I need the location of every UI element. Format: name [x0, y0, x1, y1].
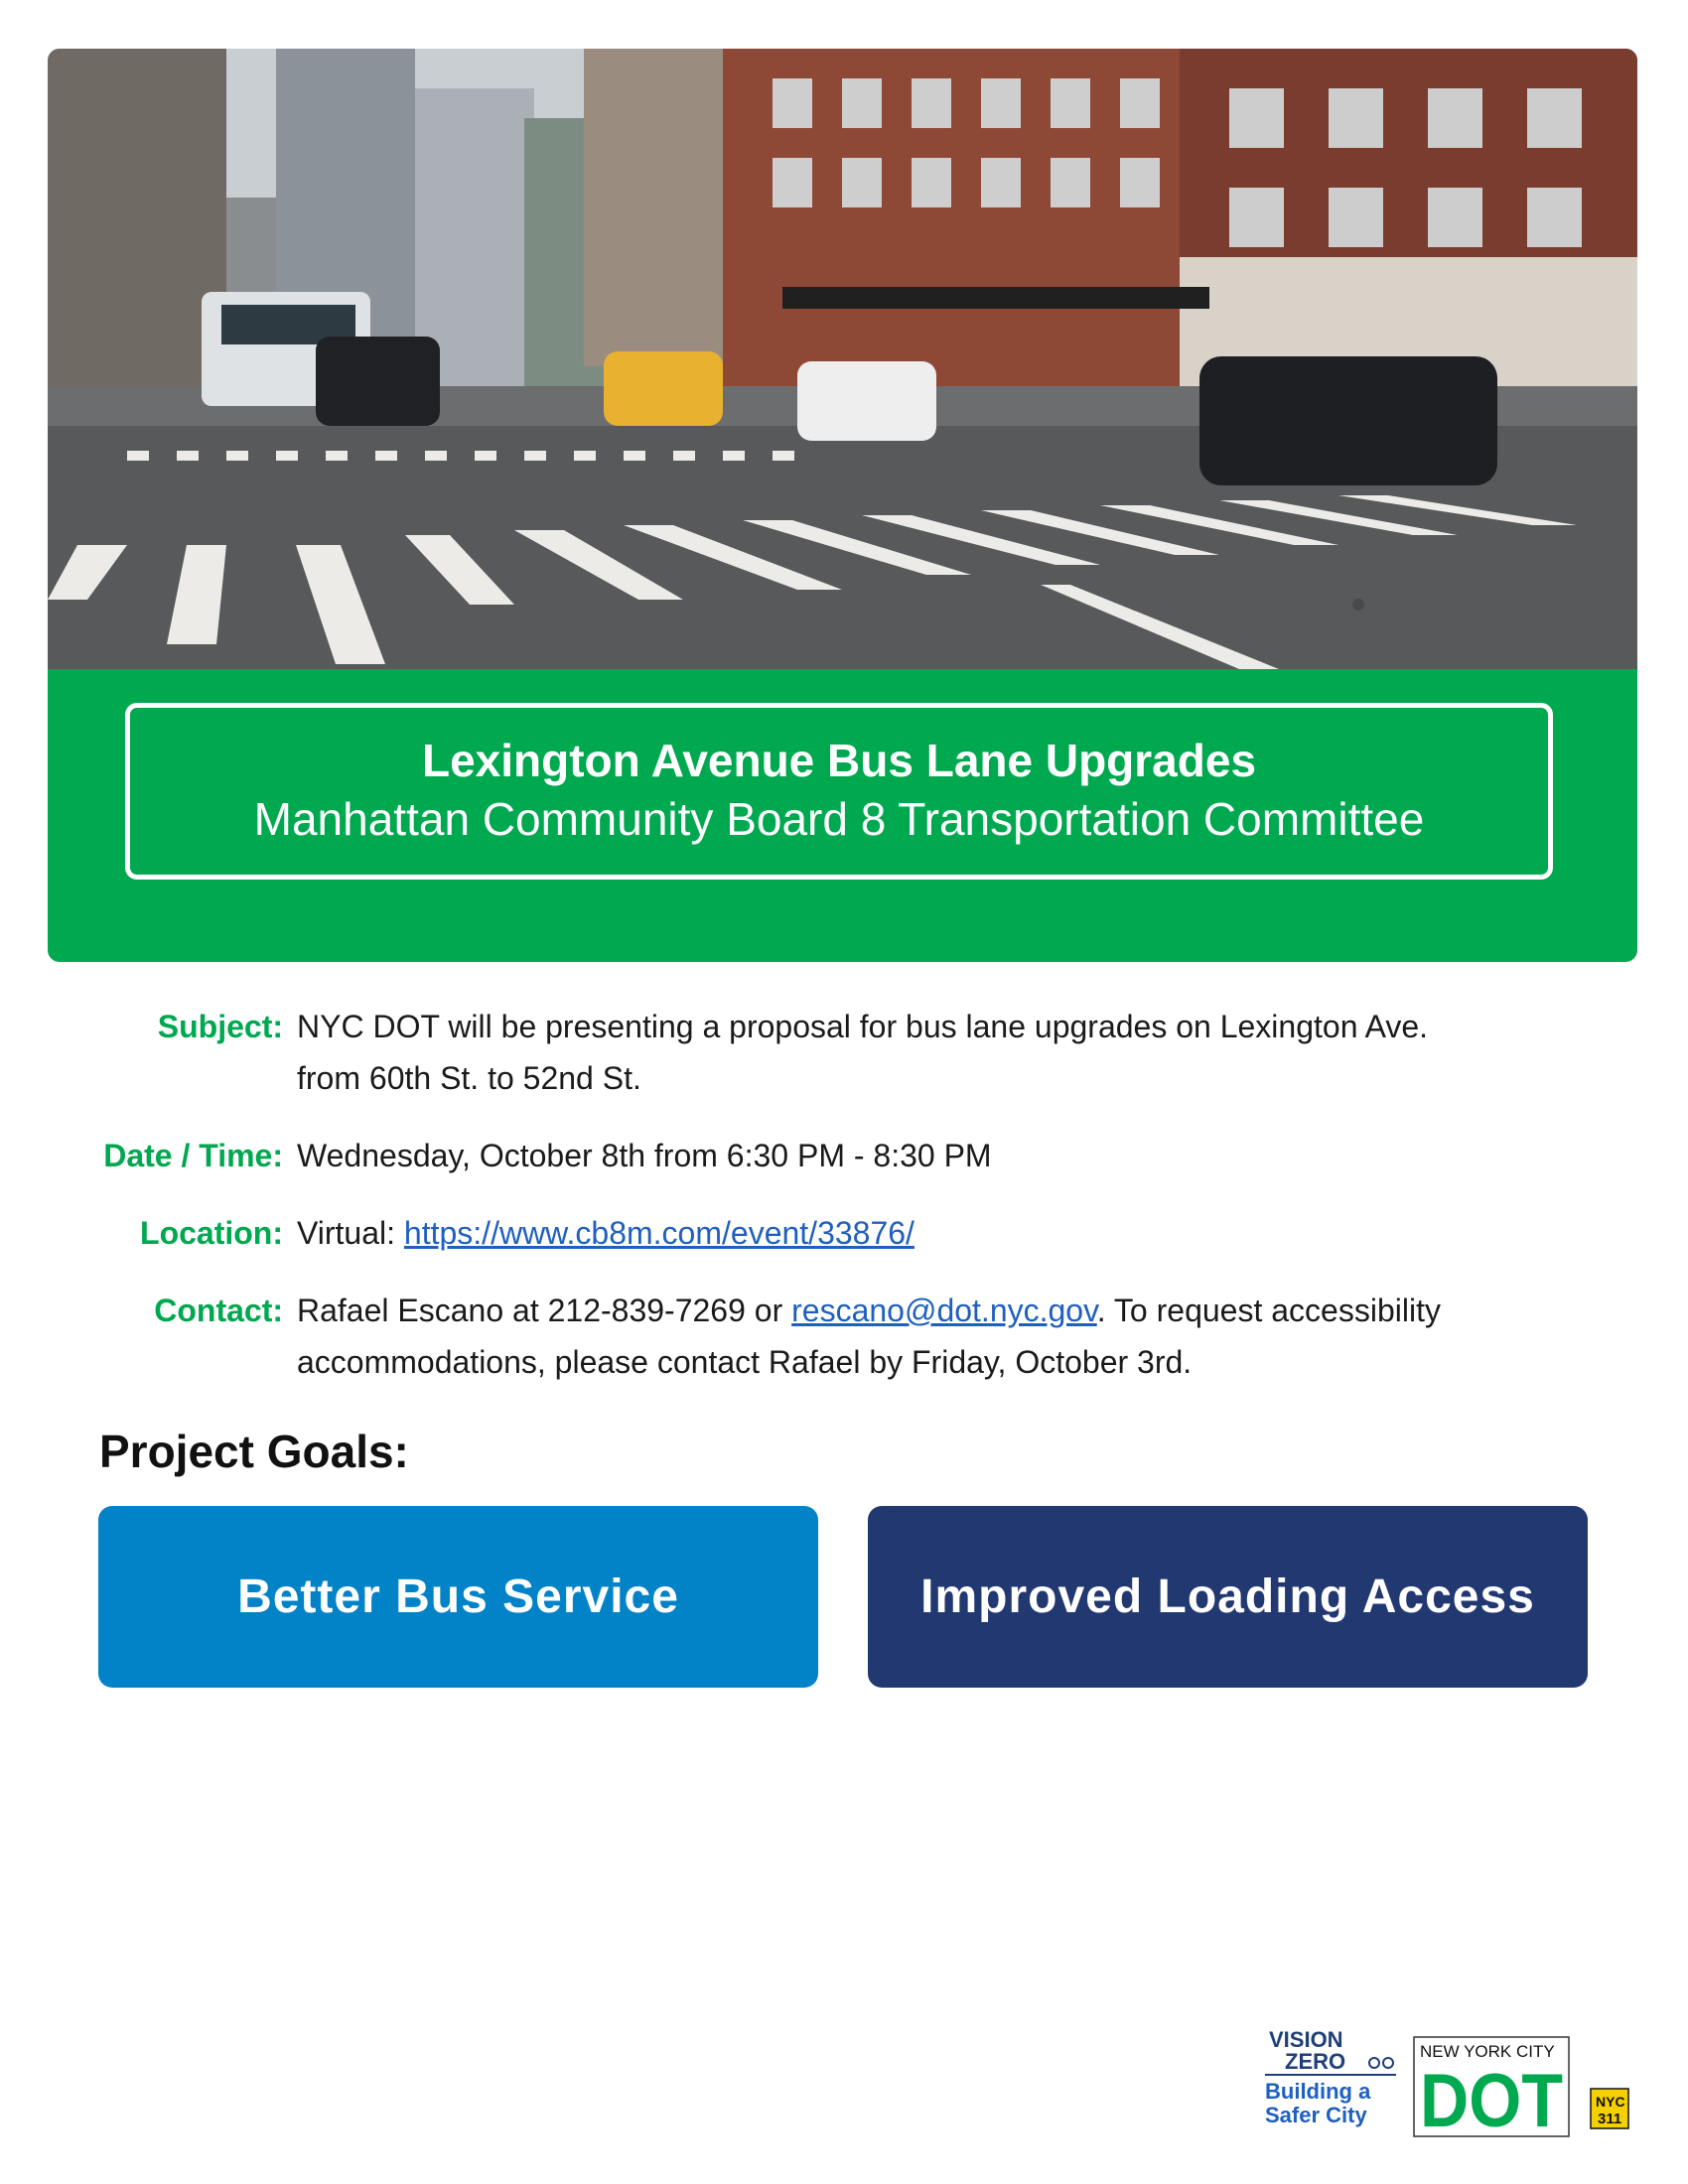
nyc-311-line-2: 311	[1598, 2111, 1622, 2127]
subject-value	[297, 1001, 1558, 1104]
meeting-details	[0, 1001, 1688, 1414]
contact-line-2: accommodations, please contact Rafael by Friday, October 3rd.	[297, 1344, 1193, 1380]
tagline-line-1: Building a	[1265, 2079, 1371, 2104]
nyc-311-line-1: NYC	[1596, 2094, 1625, 2110]
location-row	[0, 1207, 1688, 1259]
location-label: Location:	[140, 1215, 283, 1251]
datetime-value: Wednesday, October 8th from 6:30 PM - 8:30 PM	[297, 1138, 992, 1173]
street-photo	[48, 49, 1637, 669]
page-subtitle: Manhattan Community Board 8 Transportation Committee	[253, 793, 1425, 845]
goal-better-bus-service: Better Bus Service	[98, 1506, 818, 1688]
subject-line-2: from 60th St. to 52nd St.	[297, 1060, 641, 1096]
vision-zero-logo	[1265, 2027, 1396, 2127]
subject-row	[0, 1001, 1688, 1104]
datetime-row	[0, 1130, 1688, 1181]
bicycle-icon	[1369, 2058, 1379, 2068]
contact-row	[0, 1285, 1688, 1388]
subject-label: Subject:	[157, 1009, 283, 1044]
nyc-dot-logo	[1414, 2037, 1569, 2142]
agency-logos	[1257, 2023, 1654, 2142]
nyc-wordmark: NEW YORK CITY	[1420, 2042, 1555, 2061]
contact-prefix: Rafael Escano at 212-839-7269 or	[297, 1293, 792, 1328]
datetime-label: Date / Time:	[103, 1138, 283, 1173]
contact-label: Contact:	[154, 1293, 283, 1328]
email-link[interactable]: rescano@dot.nyc.gov	[791, 1293, 1097, 1328]
subject-line-1: NYC DOT will be presenting a proposal for bus lane upgrades on Lexington Ave.	[297, 1009, 1429, 1044]
header-card	[48, 49, 1637, 962]
location-prefix: Virtual:	[297, 1215, 404, 1251]
contact-value	[297, 1285, 1558, 1388]
nyc-311-logo	[1591, 2089, 1628, 2128]
goal-improved-loading-access: Improved Loading Access	[868, 1506, 1588, 1688]
dot-wordmark: DOT	[1420, 2059, 1563, 2142]
contact-suffix: . To request accessibility	[1096, 1293, 1441, 1328]
tagline-line-2: Safer City	[1265, 2103, 1367, 2127]
goals-heading: Project Goals:	[99, 1426, 409, 1477]
title-box	[125, 703, 1553, 880]
vision-zero-word-1: VISION	[1269, 2027, 1343, 2052]
event-link[interactable]: https://www.cb8m.com/event/33876/	[403, 1215, 914, 1251]
page-title: Lexington Avenue Bus Lane Upgrades	[421, 735, 1257, 786]
location-value	[297, 1207, 1558, 1259]
vision-zero-word-2: ZERO	[1285, 2049, 1346, 2074]
footer-logos	[1257, 2023, 1654, 2142]
